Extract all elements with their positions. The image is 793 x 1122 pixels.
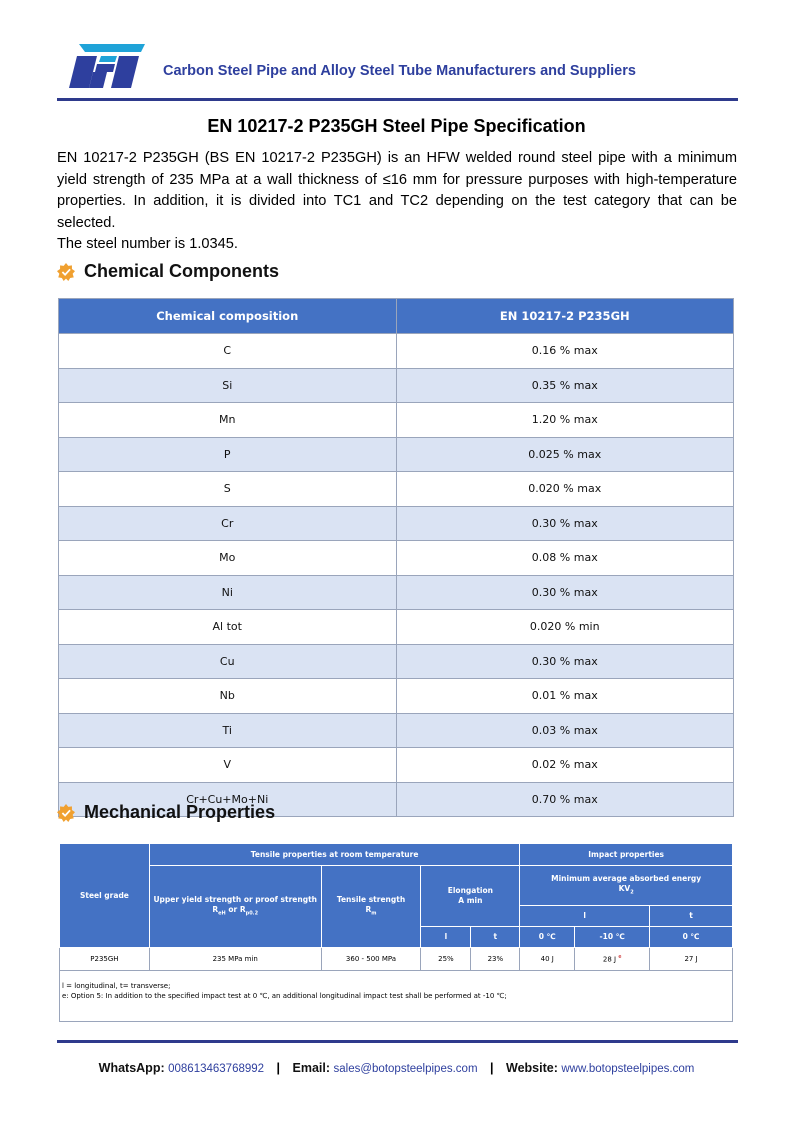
elong-l-cell: 25% — [421, 948, 471, 971]
page-header — [57, 38, 738, 100]
limit-cell: 0.30 % max — [396, 506, 734, 541]
note-line: e: Option 5: In addition to the specified impact test at 0 ℃, an additional longitudinal impact test shall be performed at -10 ℃; — [62, 992, 507, 1000]
table-row — [59, 506, 734, 541]
tensile-cell: 360 - 500 MPa — [321, 948, 421, 971]
footnote-mark: e — [618, 954, 622, 961]
chemical-table — [58, 298, 734, 817]
elongation-header — [421, 866, 520, 927]
footer-separator: | — [490, 1061, 494, 1075]
elong-t-cell: 23% — [471, 948, 520, 971]
chem-header-composition: Chemical composition — [59, 299, 397, 334]
mechanical-table — [59, 843, 733, 1022]
limit-cell: 0.70 % max — [396, 782, 734, 817]
section-chemical-heading — [57, 261, 279, 282]
table-row — [59, 541, 734, 576]
limit-cell: 0.025 % max — [396, 437, 734, 472]
element-cell: Mo — [59, 541, 397, 576]
intro-paragraph: EN 10217-2 P235GH (BS EN 10217-2 P235GH) is an HFW welded round steel pipe with a minimum yield strength of 235 MPa at a wall thickness of ≤16 mm for pressure purposes with high-temperature properties. In addition, it is divided into TC1 and TC2 depending on the test category that can be selected. — [57, 150, 737, 231]
table-row — [59, 644, 734, 679]
impact-energy-label: Minimum average absorbed energy — [551, 873, 702, 883]
element-cell: P — [59, 437, 397, 472]
badge-check-icon — [57, 263, 75, 281]
element-cell: Cr — [59, 506, 397, 541]
section-chemical-title: Chemical Components — [84, 261, 280, 281]
element-cell: V — [59, 748, 397, 783]
limit-cell: 0.35 % max — [396, 368, 734, 403]
limit-cell: 0.30 % max — [396, 575, 734, 610]
header-divider — [57, 98, 738, 101]
table-row — [59, 575, 734, 610]
table-row — [59, 748, 734, 783]
company-logo — [67, 40, 147, 90]
footer-separator: | — [276, 1061, 281, 1075]
steel-grade-header: Steel grade — [60, 844, 150, 948]
notes-row — [60, 971, 733, 1022]
limit-cell: 0.020 % max — [396, 472, 734, 507]
steel-number-line: The steel number is 1.0345. — [57, 236, 238, 252]
website-label: Website: — [506, 1061, 558, 1075]
impact-symbol: $KV_2$ — [618, 883, 634, 896]
header-tagline: Carbon Steel Pipe and Alloy Steel Tube Manufacturers and Suppliers — [163, 63, 636, 79]
whatsapp-number[interactable]: 008613463768992 — [168, 1063, 265, 1075]
elongation-label: Elongation — [447, 886, 493, 895]
impact-l0-cell: 40 J — [520, 948, 575, 971]
tensile-symbol: $R_m$ — [365, 904, 377, 917]
elongation-dir-l: l — [421, 927, 471, 948]
limit-cell: 0.01 % max — [396, 679, 734, 714]
table-row — [60, 948, 733, 971]
tensile-label: Tensile strength — [336, 894, 406, 904]
impact-group-header: Impact properties — [520, 844, 733, 866]
email-link[interactable]: sales@botopsteelpipes.com — [333, 1063, 478, 1075]
limit-cell: 0.02 % max — [396, 748, 734, 783]
grade-cell: P235GH — [60, 948, 150, 971]
table-notes — [60, 971, 733, 1022]
table-row — [59, 610, 734, 645]
limit-cell: 0.08 % max — [396, 541, 734, 576]
impact-l10-cell: 28 J $^e$ — [575, 948, 650, 971]
elongation-sub: A min — [458, 896, 483, 905]
element-cell: Nb — [59, 679, 397, 714]
table-row — [59, 403, 734, 438]
limit-cell: 0.03 % max — [396, 713, 734, 748]
impact-temp-l1: 0 ℃ — [520, 927, 575, 948]
impact-energy-header — [520, 866, 733, 906]
impact-dir-t: t — [650, 906, 733, 927]
yield-header — [149, 866, 321, 948]
badge-check-icon — [57, 804, 75, 822]
element-cell: Ni — [59, 575, 397, 610]
limit-cell: 0.020 % min — [396, 610, 734, 645]
yield-label: Upper yield strength or proof strength — [153, 894, 318, 904]
table-row — [59, 679, 734, 714]
email-label: Email: — [292, 1061, 331, 1075]
tensile-header — [321, 866, 421, 948]
tensile-group-header: Tensile properties at room temperature — [149, 844, 519, 866]
impact-temp-t: 0 ℃ — [650, 927, 733, 948]
element-cell: S — [59, 472, 397, 507]
limit-cell: 0.16 % max — [396, 334, 734, 369]
website-link[interactable]: www.botopsteelpipes.com — [561, 1063, 695, 1075]
whatsapp-label: WhatsApp: — [98, 1061, 165, 1075]
yield-symbols: $R_{eH}$ or $R_{p0.2}$ — [212, 904, 259, 917]
element-cell: Al tot — [59, 610, 397, 645]
limit-cell: 1.20 % max — [396, 403, 734, 438]
impact-t0-cell: 27 J — [650, 948, 733, 971]
element-cell: C — [59, 334, 397, 369]
table-row — [59, 472, 734, 507]
chem-header-grade: EN 10217-2 P235GH — [396, 299, 734, 334]
elongation-dir-t: t — [471, 927, 520, 948]
impact-temp-l2: -10 ℃ — [575, 927, 650, 948]
element-cell: Cu — [59, 644, 397, 679]
note-line: l = longitudinal, t= transverse; — [62, 982, 171, 990]
page-title: EN 10217-2 P235GH Steel Pipe Specification — [207, 116, 586, 136]
table-row — [59, 368, 734, 403]
yield-cell: 235 MPa min — [149, 948, 321, 971]
intro-text — [57, 148, 737, 256]
page-footer — [0, 1061, 793, 1075]
element-cell: Si — [59, 368, 397, 403]
table-row — [59, 713, 734, 748]
impact-dir-l: l — [520, 906, 650, 927]
element-cell: Mn — [59, 403, 397, 438]
section-mechanical-heading — [57, 802, 275, 823]
element-cell: Ti — [59, 713, 397, 748]
footer-divider — [57, 1040, 738, 1043]
limit-cell: 0.30 % max — [396, 644, 734, 679]
table-row — [59, 437, 734, 472]
element-cell: Cr+Cu+Mo+Ni — [59, 782, 397, 817]
section-mechanical-title: Mechanical Properties — [84, 802, 276, 822]
table-row — [59, 334, 734, 369]
